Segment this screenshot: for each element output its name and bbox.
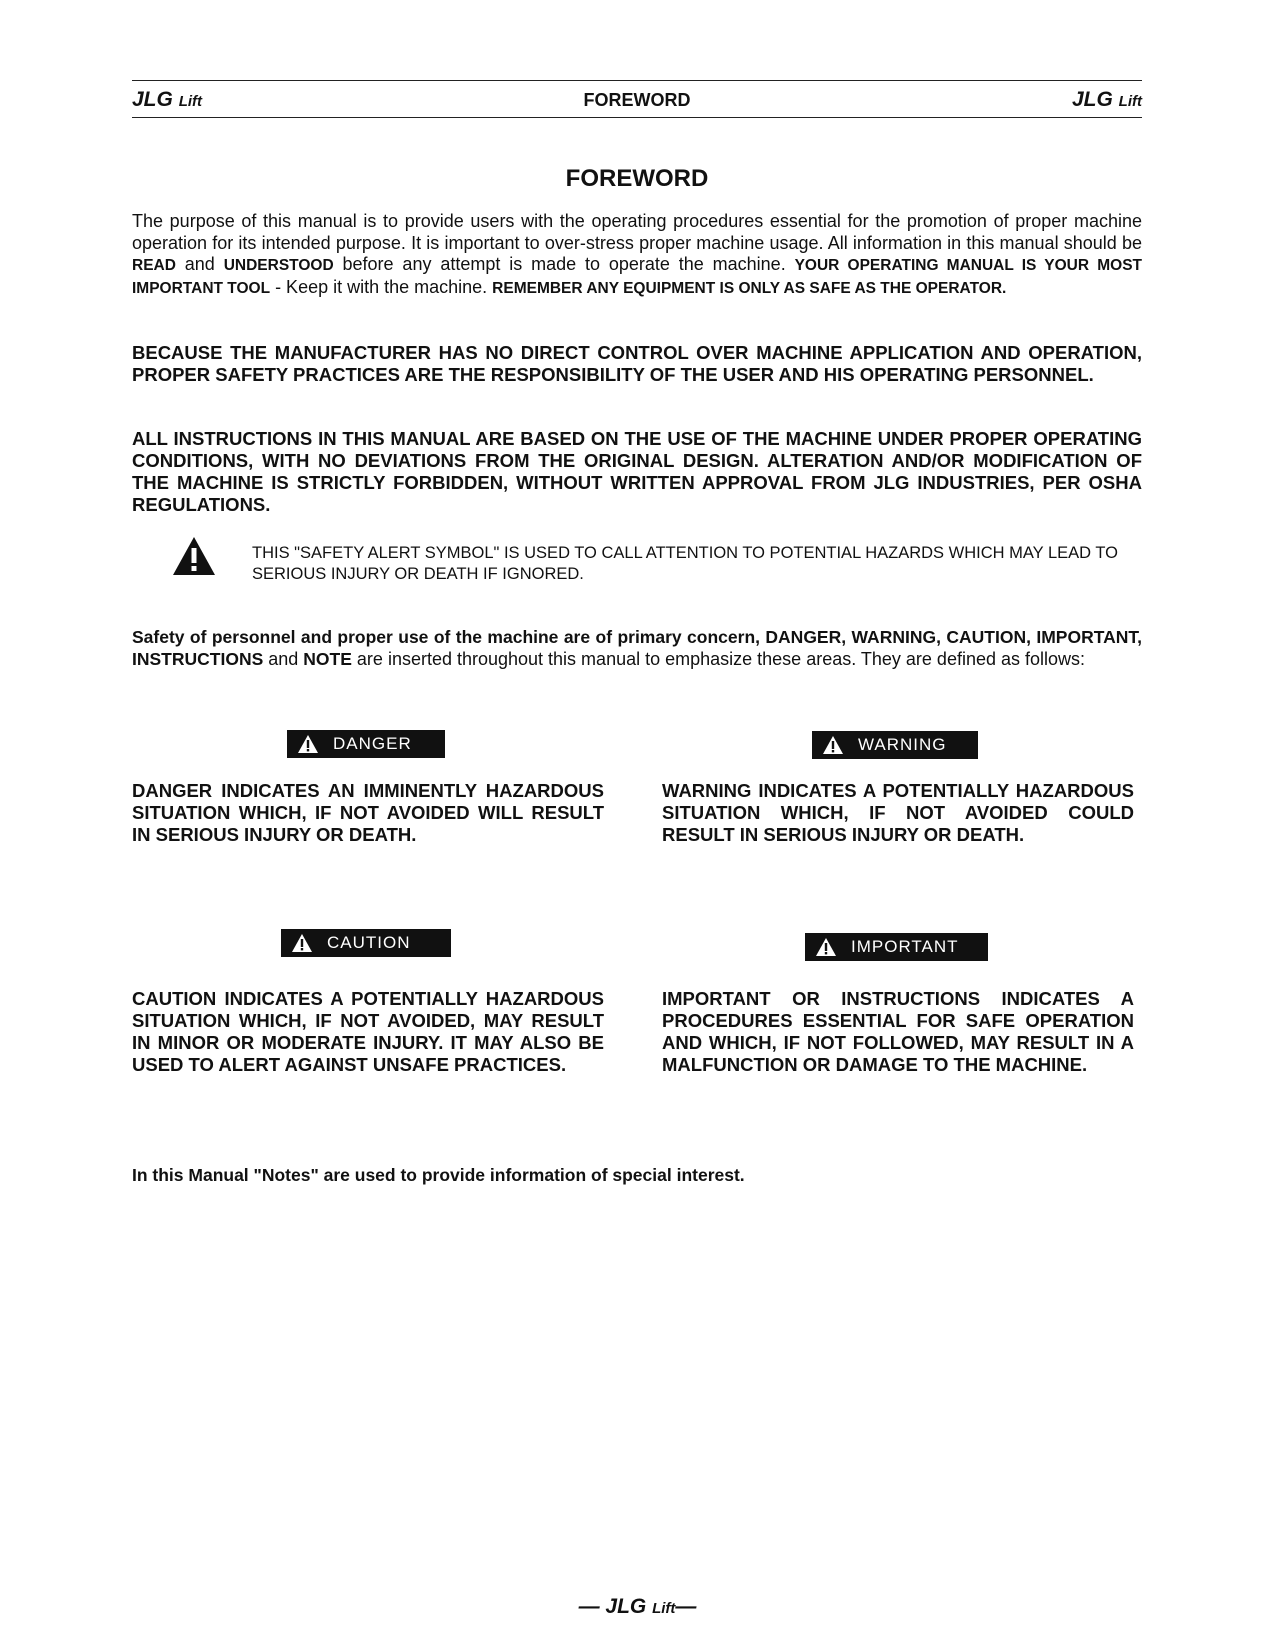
warning-triangle-icon — [297, 734, 319, 754]
warning-triangle-icon — [815, 937, 837, 957]
instructions-paragraph: ALL INSTRUCTIONS IN THIS MANUAL ARE BASED ON THE USE OF THE MACHINE UNDER PROPER OPERATING CONDITIONS, WITH NO DEVIATIONS FROM THE ORIGINAL DESIGN. ALTERATION AND/OR MODIFICATION OF THE MACHINE IS STRICTLY FORBIDDEN, WITHOUT WRITTEN APPROVAL FROM JLG INDUSTRIES, PER OSHA REGULATIONS. — [132, 428, 1142, 515]
warning-triangle-icon — [172, 536, 216, 576]
notes-line: In this Manual "Notes" are used to provide information of special interest. — [132, 1165, 745, 1185]
intro-paragraph: The purpose of this manual is to provide users with the operating procedures essential for the promotion of proper machine operation for its intended purpose. It is important to over-stress proper machine usage. All information in this manual should be READ and UNDERSTOOD before any attempt is made to operate the machine. YOUR OPERATING MANUAL IS YOUR MOST IMPORTANT TOOL - Keep it with the machine. REMEMBER ANY EQUIPMENT IS ONLY AS SAFE AS THE OPERATOR. — [132, 211, 1142, 297]
caution-label: CAUTION — [281, 929, 451, 957]
safety-alert-description: THIS "SAFETY ALERT SYMBOL" IS USED TO CALL ATTENTION TO POTENTIAL HAZARDS WHICH MAY LEAD TO SERIOUS INJURY OR DEATH IF IGNORED. — [252, 544, 1118, 583]
header-brand-left: JLG Lift — [132, 88, 203, 111]
page-title: FOREWORD — [565, 165, 709, 192]
warning-definition: WARNING INDICATES A POTENTIALLY HAZARDOUS SITUATION WHICH, IF NOT AVOIDED COULD RESULT IN SERIOUS INJURY OR DEATH. — [662, 780, 1134, 845]
responsibility-paragraph: BECAUSE THE MANUFACTURER HAS NO DIRECT CONTROL OVER MACHINE APPLICATION AND OPERATION, PROPER SAFETY PRACTICES ARE THE RESPONSIBILITY OF THE USER AND HIS OPERATING PERSONNEL. — [132, 342, 1142, 385]
caution-definition: CAUTION INDICATES A POTENTIALLY HAZARDOUS SITUATION WHICH, IF NOT AVOIDED, MAY RESULT IN MINOR OR MODERATE INJURY. IT MAY ALSO BE USED TO ALERT AGAINST UNSAFE PRACTICES. — [132, 988, 604, 1075]
page-header — [132, 80, 1142, 118]
important-definition: IMPORTANT OR INSTRUCTIONS INDICATES A PROCEDURES ESSENTIAL FOR SAFE OPERATION AND WHICH, IF NOT FOLLOWED, MAY RESULT IN A MALFUNCTION OR DAMAGE TO THE MACHINE. — [662, 988, 1134, 1075]
safety-paragraph: Safety of personnel and proper use of the machine are of primary concern, DANGER, WARNING, CAUTION, IMPORTANT, INSTRUCTIONS and NOTE are inserted throughout this manual to emphasize these areas. They are defined as follows: — [132, 627, 1142, 669]
header-section-title: FOREWORD — [583, 90, 691, 110]
danger-definition: DANGER INDICATES AN IMMINENTLY HAZARDOUS SITUATION WHICH, IF NOT AVOIDED WILL RESULT IN SERIOUS INJURY OR DEATH. — [132, 780, 604, 845]
warning-label: WARNING — [812, 731, 978, 759]
danger-label: DANGER — [287, 730, 445, 758]
page-footer: — JLG Lift— — [578, 1595, 697, 1618]
header-brand-right: JLG Lift — [1071, 88, 1142, 111]
warning-triangle-icon — [822, 735, 844, 755]
warning-triangle-icon — [291, 933, 313, 953]
important-label: IMPORTANT — [805, 933, 988, 961]
